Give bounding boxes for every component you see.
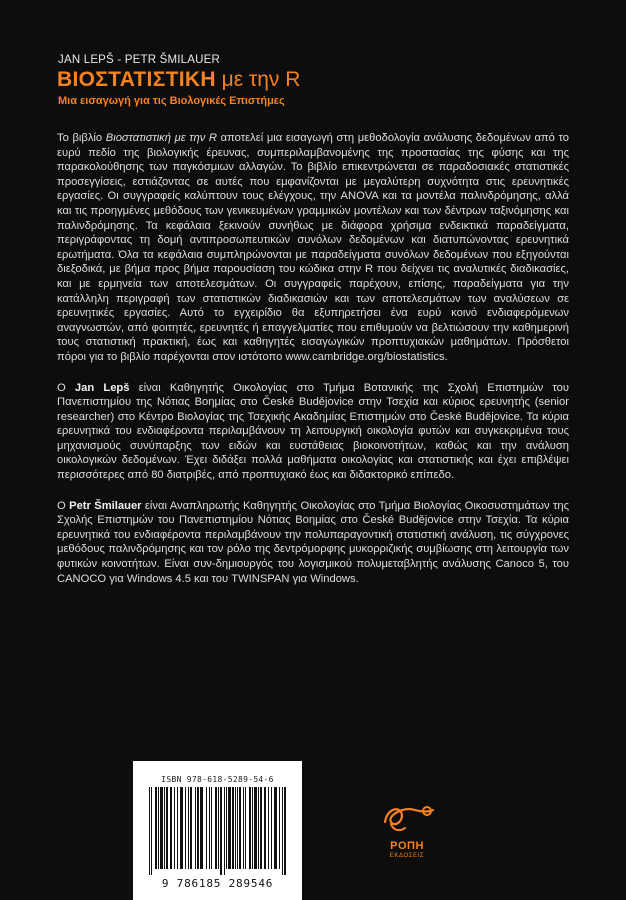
author-name-leps: Jan Lepš	[74, 381, 130, 394]
title-main: ΒΙΟΣΤΑΤΙΣΤΙΚΗ	[57, 68, 216, 91]
blurb-paragraph-smilauer	[57, 499, 569, 587]
p1-intro: Το βιβλίο	[57, 132, 106, 144]
blurb-paragraph-leps	[57, 381, 569, 483]
p2-text: είναι Καθηγητής Οικολογίας στο Τμήμα Βοτανικής της Σχολή Επιστημών του Πανεπιστημίου της Νότιας Βοημίας στο České Budějovice στην Τσεχία και κύριος ερευνητής (senior researcher) στο Κέντρο Βιολογίας της Τσεχικής Ακαδημίας Επιστημών στο České Budějovice. Τα κύρια ερευνητικά του ενδιαφέροντα περιλαμβάνουν τη λειτουργική οικολογία φυτών και συγκεκριμένα τους μηχανισμούς συνύπαρξης των ειδών και ευστάθειας βιοκοινοτήτων, καθώς και την ανάλυση οικολογικών δεδομένων. Έχει διδάξει πολλά μαθήματα οικολογίας και στατιστικής και έχει επιβλέψει περισσότερες από 80 διατριβές, από προπτυχιακό έως και διδακτορικό επίπεδο.	[57, 381, 570, 482]
barcode-icon	[147, 787, 288, 875]
isbn-label: ISBN 978-618-5289-54-6	[161, 775, 274, 784]
publisher-sub: ΕΚΔΟΣΕΙΣ	[389, 853, 425, 859]
book-title-inline: Βιοστατιστική με την R	[105, 132, 218, 144]
subtitle: Μια εισαγωγή για τις Βιολογικές Επιστήμες	[58, 95, 285, 107]
book-title	[57, 68, 300, 92]
title-rest: με την R	[221, 68, 301, 91]
p3-text: είναι Αναπληρωτής Καθηγητής Οικολογίας στο Τμήμα Βιολογίας Οικοσυστημάτων της Σχολής Επιστημών του Πανεπιστημίου Νότιας Βοημίας στο České Budějovice στην Τσεχία. Τα κύρια ερευνητικά του ενδιαφέροντα περιλαμβάνουν την πολυπαραγοντική στατιστική ανάλυση, τις σύγχρονες μεθόδους παλινδρόμησης και τον ρόλο της δεντρόμορφης μυκορριζικής συμβίωσης στη λειτουργία των φυτικών κοινοτήτων. Είναι συν-δημιουργός του λογισμικού πολυμεταβλητής ανάλυσης Canoco 5, του CANOCO για Windows 4.5 και του TWINSPAN για Windows.	[57, 499, 569, 585]
barcode-digits: 9 786185 289546	[161, 877, 274, 890]
p1-text: αποτελεί μια εισαγωγή στη μεθοδολογία ανάλυσης δεδομένων από το ευρύ πεδίο της βιολογικής έρευνας, συμπεριλαμβανομένης της προστασίας της φύσης και της παρακολούθησης των παγκόσμιων αλλαγών. Το βιβλίο επικεντρώνεται σε παραδοσιακές στατιστικές προσεγγίσεις, εστιάζοντας σε αυτές που εμφανίζονται με μεγαλύτερη συχνότητα στις ερευνητικές εργασίες. Οι συγγραφείς καλύπτουν τους ελέγχους, την ANOVA και τα μοντέλα παλινδρόμησης, αλλά και τις προηγμένες μεθόδους των γενικευμένων γραμμικών μοντέλων και των δέντρων ταξινόμησης και παλινδρόμησης. Τα κεφάλαια ξεκινούν συνήθως με διάφορα χρήσιμα ενδεικτικά παραδείγματα, περιγράφοντας τη δομή αντιπροσωπευτικών συνόλων δεδομένων και διατυπώνοντας ερευνητικά ερωτήματα. Όλα τα κεφάλαια συμπληρώνονται με παραδείγματα συνόλων δεδομένων που εξηγούνται διεξοδικά, με βήμα προς βήμα παρουσίαση του κώδικα στην R που δείχνει τις αναλυτικές διαδικασίες, και με ερμηνεία των αποτελεσμάτων. Οι συγγραφείς παρέχουν, επίσης, παραδείγματα για την κατάλληλη περιγραφή των στατιστικών διαδικασιών και των αποτελεσμάτων των αναλύσεων σε ερευνητικές εργασίες. Αυτό το εγχειρίδιο θα εξυπηρετήσει ένα ευρύ κοινό ενδιαφερόμενων αναγνωστών, από φοιτητές, ερευνητές ή επαγγελματίες που επιθυμούν να βελτιώσουν την καθημερινή τους στατιστική πρακτική, έως και καθηγητές εισαγωγικών προπτυχιακών μαθημάτων. Πρόσθετοι πόροι για το βιβλίο παρέχονται στον ιστότοπο www.cambridge.org/biostatistics.	[57, 132, 569, 363]
authors: JAN LEPŠ - PETR ŠMILAUER	[58, 54, 221, 66]
barcode-panel	[133, 761, 302, 900]
blurb-paragraph-book	[57, 131, 569, 365]
publisher-mark-icon	[377, 798, 437, 838]
author-name-smilauer: Petr Šmilauer	[69, 499, 142, 512]
p2-intro: Ο	[57, 381, 75, 394]
blurb	[57, 131, 569, 602]
publisher-logo	[370, 798, 444, 859]
publisher-name: ΡΟΠΗ	[390, 840, 424, 852]
p3-intro: Ο	[57, 499, 70, 512]
